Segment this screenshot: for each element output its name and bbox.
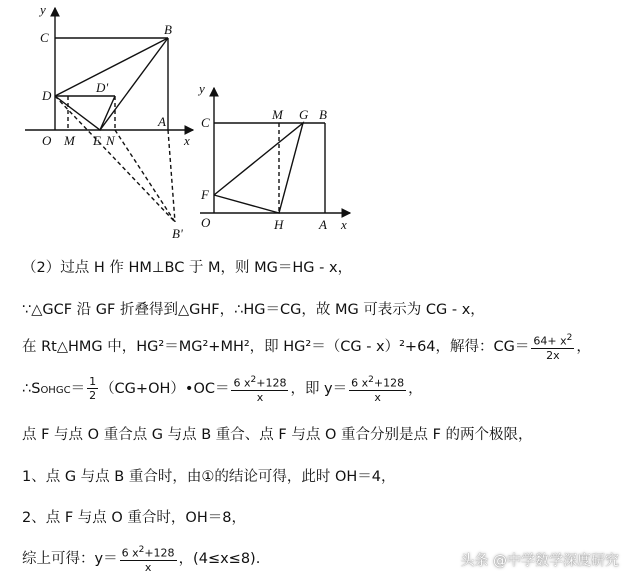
fraction-area-1 [231, 374, 288, 404]
label-x: x [341, 217, 347, 232]
line3-text-b: ， [576, 338, 591, 355]
fraction-cg [531, 332, 574, 362]
label-H: H [274, 217, 284, 232]
fraction-cg-exponent: 2 [566, 333, 573, 343]
label-y: y [40, 2, 46, 17]
label-O: O [42, 133, 52, 148]
line3-text-a: 在 Rt△HMG 中，HG²＝MG²+MH²，即 HG²＝（CG - x）²+64，解得：CG＝ [22, 338, 530, 355]
label-y: y [199, 81, 205, 96]
label-M: M [64, 133, 75, 148]
solution-line-4 [22, 374, 423, 404]
fraction-half [87, 375, 98, 402]
geometry-figures [0, 0, 633, 245]
label-D: D [42, 88, 52, 103]
label-F: F [201, 187, 209, 202]
fraction-cg-numerator: 64+ x [533, 334, 567, 348]
label-M: M [272, 107, 283, 122]
fraction-final-numerator: 6 x [121, 546, 139, 560]
fraction-area-1-denominator: x [256, 390, 264, 404]
label-C: C [201, 115, 210, 130]
fraction-final-exponent: 2 [138, 545, 145, 555]
fraction-area-2-numerator: 6 x [351, 376, 369, 390]
fraction-final-numerator-rest: +128 [144, 546, 175, 560]
label-B: B [319, 107, 327, 122]
label-A: A [319, 217, 327, 232]
label-x: x [184, 133, 190, 148]
fraction-half-denominator: 2 [89, 389, 97, 403]
fraction-cg-denominator: 2x [546, 348, 560, 362]
line4-text-e: ， [408, 380, 423, 397]
fraction-area-2-denominator: x [374, 390, 381, 404]
solution-line-6: 1、点 G 与点 B 重合时，由①的结论可得，此时 OH＝4， [22, 469, 396, 485]
label-O: O [201, 215, 211, 230]
line8-text-a: 综上可得：y＝ [22, 550, 118, 567]
solution-line-5: 点 F 与点 O 重合点 G 与点 B 重合、点 F 与点 O 重合分别是点 F 的两个极限， [22, 427, 533, 443]
label-E: E [93, 133, 101, 148]
label-C: C [40, 30, 49, 45]
solution-line-2: ∵△GCF 沿 GF 折叠得到△GHF，∴HG＝CG，故 MG 可表示为 CG - x， [22, 302, 485, 318]
solution-line-7: 2、点 F 与点 O 重合时，OH＝8， [22, 510, 246, 526]
label-N: N [106, 133, 115, 148]
line8-text-b: ，(4≤x≤8). [178, 550, 261, 567]
line4-text-a: ∴S [22, 380, 41, 397]
solution-line-8 [22, 544, 260, 574]
fraction-area-1-numerator: 6 x [233, 376, 251, 390]
fraction-final-denominator: x [144, 560, 152, 574]
fraction-area-2-numerator-rest: +128 [373, 376, 405, 390]
label-B-prime: B' [172, 226, 183, 241]
label-B: B [164, 22, 172, 37]
solution-line-3 [22, 332, 591, 362]
fraction-area-1-exponent: 2 [250, 375, 257, 385]
label-D-prime: D' [96, 80, 109, 95]
line4-text-b: ＝ [70, 380, 86, 397]
fraction-area-2 [349, 374, 406, 404]
line4-text-c: （CG+OH）•OC＝ [100, 380, 230, 397]
fraction-area-1-numerator-rest: +128 [256, 376, 287, 390]
fraction-half-numerator: 1 [89, 375, 97, 389]
fraction-area-2-exponent: 2 [368, 375, 374, 385]
area-subscript: OHGC [40, 384, 71, 396]
left-figure [25, 8, 193, 222]
line4-text-d: ，即 y＝ [290, 380, 348, 397]
solution-line-1: （2）过点 H 作 HM⊥BC 于 M，则 MG＝HG - x， [22, 260, 353, 276]
label-G: G [299, 107, 309, 122]
watermark: 头条 @中学数学深度研究 [460, 553, 619, 569]
label-A: A [158, 114, 166, 129]
fraction-final [120, 544, 177, 574]
